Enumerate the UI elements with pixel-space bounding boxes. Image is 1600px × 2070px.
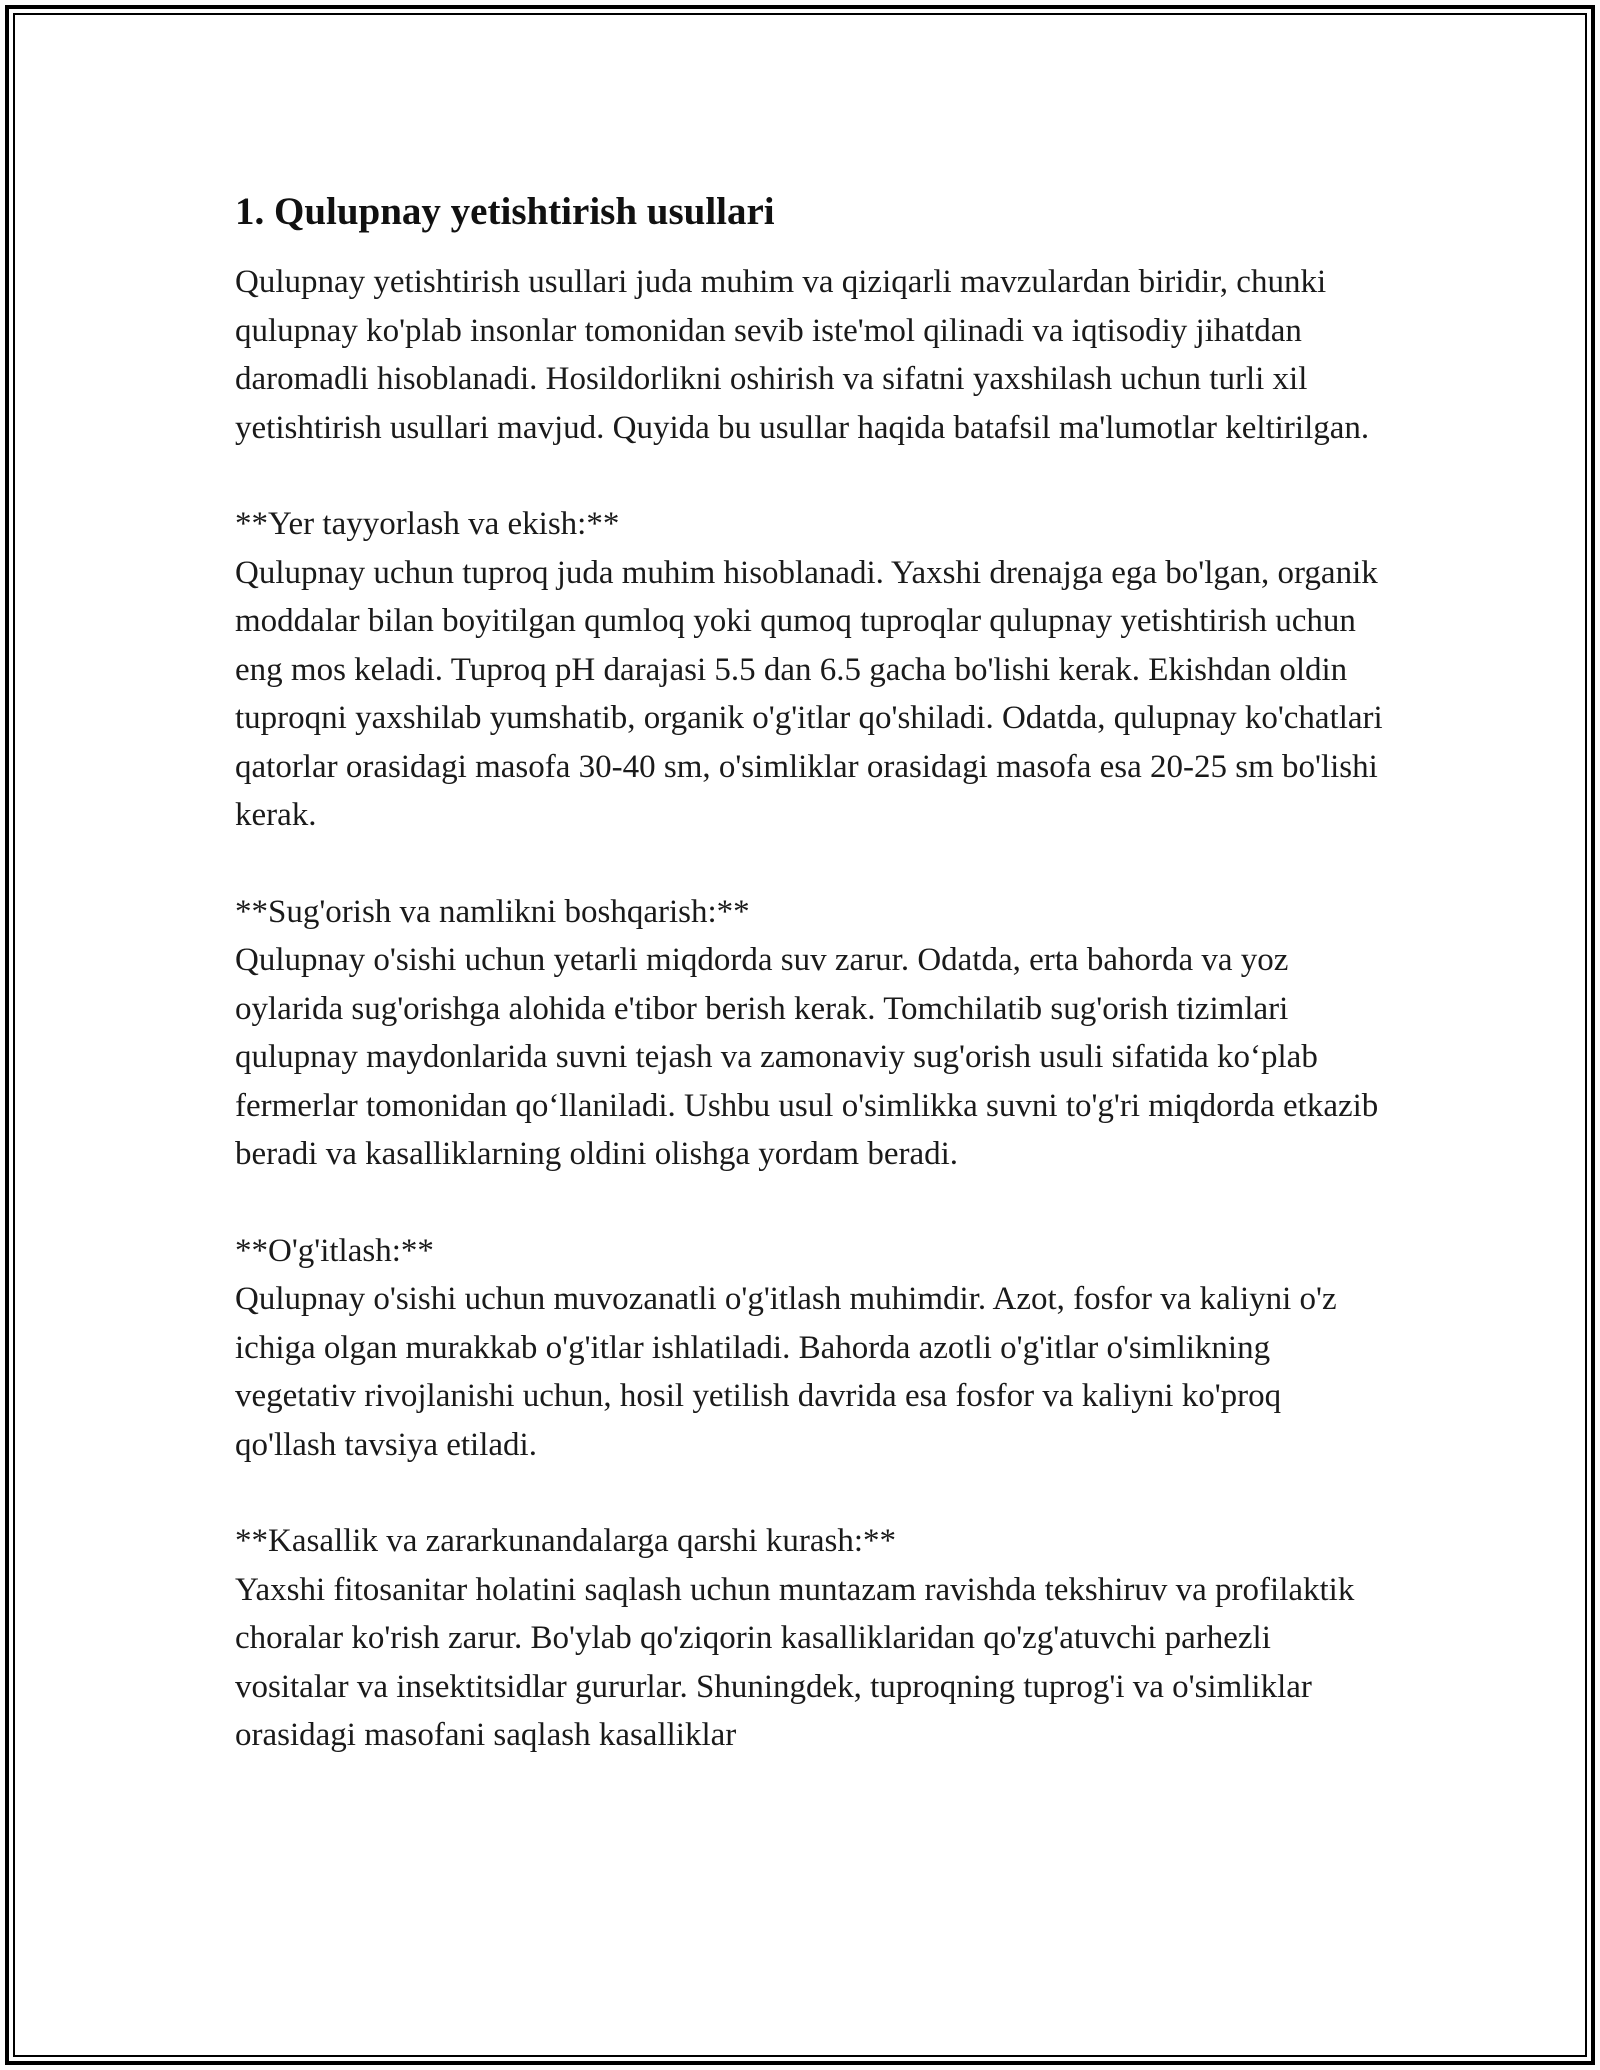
section-body: Yaxshi fitosanitar holatini saqlash uchun muntazam ravishda tekshiruv va profilaktik choralar ko'rish zarur. Bo'ylab qo'ziqorin kasalliklaridan qo'zg'atuvchi parhezli vositalar va insektitsidlar gururlar. Shuningdek, tuproqning tuprog'i va o'simliklar orasidagi masofani saqlash kasalliklar — [235, 1571, 1355, 1753]
section-title: **O'g'itlash:** — [235, 1232, 434, 1269]
section-pest-control — [235, 1517, 1385, 1760]
section-body: Qulupnay o'sishi uchun muvozanatli o'g'itlash muhimdir. Azot, fosfor va kaliyni o'z ichiga olgan murakkab o'g'itlar ishlatiladi. Bahorda azotli o'g'itlar o'simlikning vegetativ rivojlanishi uchun, hosil yetilish davrida esa fosfor va kaliyni ko'proq qo'llash tavsiya etiladi. — [235, 1281, 1337, 1463]
section-title: **Yer tayyorlash va ekish:** — [235, 506, 620, 542]
section-title: **Kasallik va zararkunandalarga qarshi kurash:** — [235, 1523, 896, 1559]
document-content — [235, 186, 1385, 1760]
section-title: **Sug'orish va namlikni boshqarish:** — [235, 893, 750, 930]
section-body: Qulupnay o'sishi uchun yetarli miqdorda suv zarur. Odatda, erta bahorda va yoz oylarida sug'orishga alohida e'tibor berish kerak. Tomchilatib sug'orish tizimlari qulupnay maydonlarida suvni tejash va zamonaviy sug'orish usuli sifatida ko‘plab fermerlar tomonidan qo‘llaniladi. Ushbu usul o'simlikka suvni to'g'ri miqdorda etkazib beradi va kasalliklarning oldini olishga yordam beradi. — [235, 942, 1379, 1172]
section-irrigation — [235, 888, 1385, 1179]
document-heading: 1. Qulupnay yetishtirish usullari — [235, 190, 775, 233]
section-body: Qulupnay uchun tuproq juda muhim hisoblanadi. Yaxshi drenajga ega bo'lgan, organik moddalar bilan boyitilgan qumloq yoki qumoq tuproqlar qulupnay yetishtirish uchun eng mos keladi. Tuproq pH darajasi 5.5 dan 6.5 gacha bo'lishi kerak. Ekishdan oldin tuproqni yaxshilab yumshatib, organik o'g'itlar qo'shiladi. Odatda, qulupnay ko'chatlari qatorlar orasidagi masofa 30-40 sm, o'simliklar orasidagi masofa esa 20-25 sm bo'lishi kerak. — [235, 554, 1383, 833]
section-fertilizing — [235, 1227, 1385, 1470]
section-soil-preparation — [235, 500, 1385, 840]
intro-paragraph: Qulupnay yetishtirish usullari juda muhim va qiziqarli mavzulardan biridir, chunki qulupnay ko'plab insonlar tomonidan sevib iste'mol qilinadi va iqtisodiy jihatdan daromadli hisoblanadi. Hosildorlikni oshirish va sifatni yaxshilash uchun turli xil yetishtirish usullari mavjud. Quyida bu usullar haqida batafsil ma'lumotlar keltirilgan. — [235, 264, 1370, 446]
